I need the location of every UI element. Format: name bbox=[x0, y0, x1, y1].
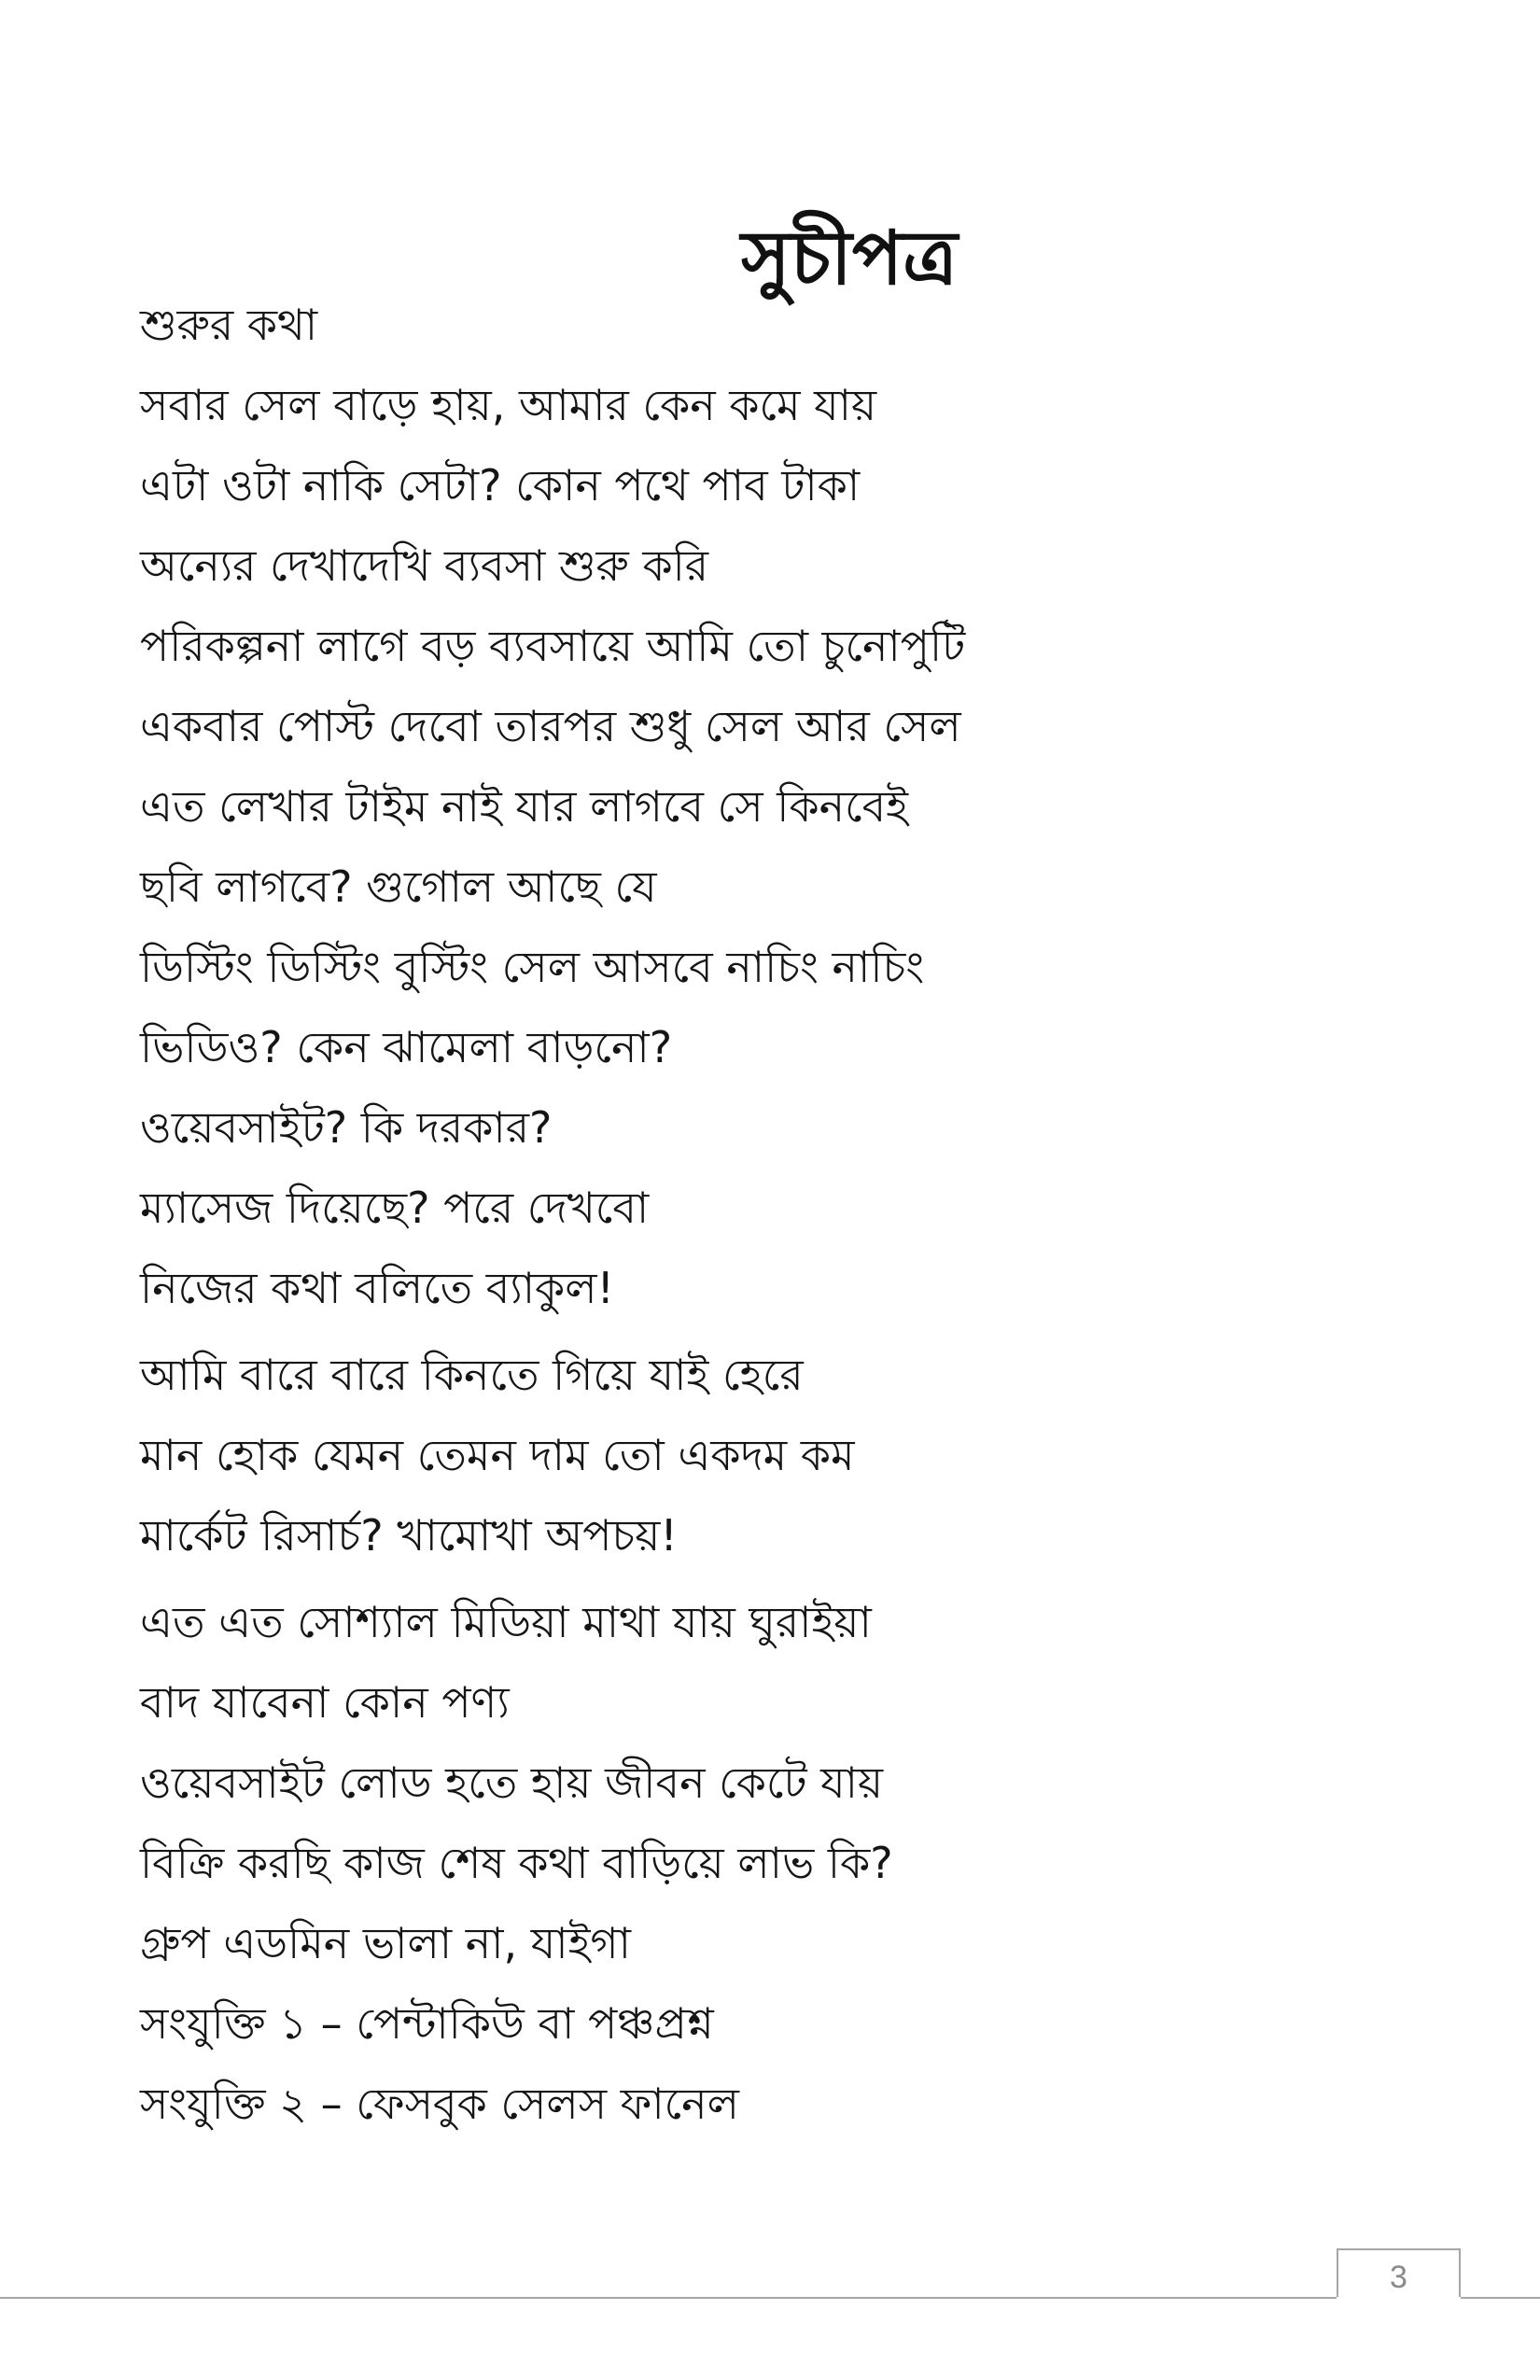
toc-entry-17: এত এত সোশ্যাল মিডিয়া মাথা যায় ঘুরাইয়া bbox=[140, 1597, 872, 1647]
toc-entry-7: এত লেখার টাইম নাই যার লাগবে সে কিনবেই bbox=[140, 781, 909, 832]
toc-entry-10: ভিডিও? কেন ঝামেলা বাড়নো? bbox=[140, 1022, 673, 1072]
toc-entry-14: আমি বারে বারে কিনতে গিয়ে যাই হেরে bbox=[140, 1350, 804, 1400]
toc-entry-15: মান হোক যেমন তেমন দাম তো একদম কম bbox=[140, 1430, 855, 1480]
toc-entry-16: মার্কেট রিসার্চ? খামোখা অপচয়! bbox=[140, 1510, 678, 1561]
toc-entry-19: ওয়েবসাইট লোড হতে হায় জীবন কেটে যায় bbox=[140, 1757, 884, 1808]
toc-entry-12: ম্যাসেজ দিয়েছে? পরে দেখবো bbox=[140, 1183, 650, 1233]
toc-entry-21: গ্রুপ এডমিন ভালা না, যাইগা bbox=[140, 1918, 631, 1968]
toc-entry-1: শুরুর কথা bbox=[140, 300, 318, 350]
toc-entry-23: সংযুক্তি ২ – ফেসবুক সেলস ফানেল bbox=[140, 2079, 739, 2129]
toc-entry-13: নিজের কথা বলিতে ব্যাকুল! bbox=[140, 1263, 614, 1313]
toc-entry-2: সবার সেল বাড়ে হায়, আমার কেন কমে যায় bbox=[140, 380, 877, 430]
page-number: 3 bbox=[1337, 2248, 1461, 2297]
page-title: সুচীপত্র bbox=[741, 215, 958, 301]
toc-entry-18: বাদ যাবেনা কোন পণ্য bbox=[140, 1677, 510, 1728]
toc-entry-5: পরিকল্পনা লাগে বড় ব্যবসায়ে আমি তো চুনোপুটি bbox=[140, 621, 966, 671]
toc-entry-8: ছবি লাগবে? গুগোল আছে যে bbox=[140, 861, 657, 912]
toc-entry-4: অন্যের দেখাদেখি ব্যবসা শুরু করি bbox=[140, 540, 709, 591]
toc-entry-22: সংযুক্তি ১ – পেন্টাকিউ বা পঞ্চপ্রশ্ন bbox=[140, 1998, 714, 2049]
toc-entry-9: ডিস্টিং ডিস্টিং বুস্টিং সেল আসবে নাচিং নাচিং bbox=[140, 942, 925, 992]
toc-entry-3: এটা ওটা নাকি সেটা? কোন পথে পাব টাকা bbox=[140, 460, 861, 511]
footer-rule-left bbox=[0, 2297, 1337, 2299]
toc-entry-20: বিক্রি করছি কাজ শেষ কথা বাড়িয়ে লাভ কি? bbox=[140, 1838, 893, 1888]
footer-rule-right bbox=[1461, 2297, 1540, 2299]
toc-entry-11: ওয়েবসাইট? কি দরকার? bbox=[140, 1102, 553, 1153]
toc-entry-6: একবার পোস্ট দেবো তারপর শুধু সেল আর সেল bbox=[140, 701, 961, 751]
